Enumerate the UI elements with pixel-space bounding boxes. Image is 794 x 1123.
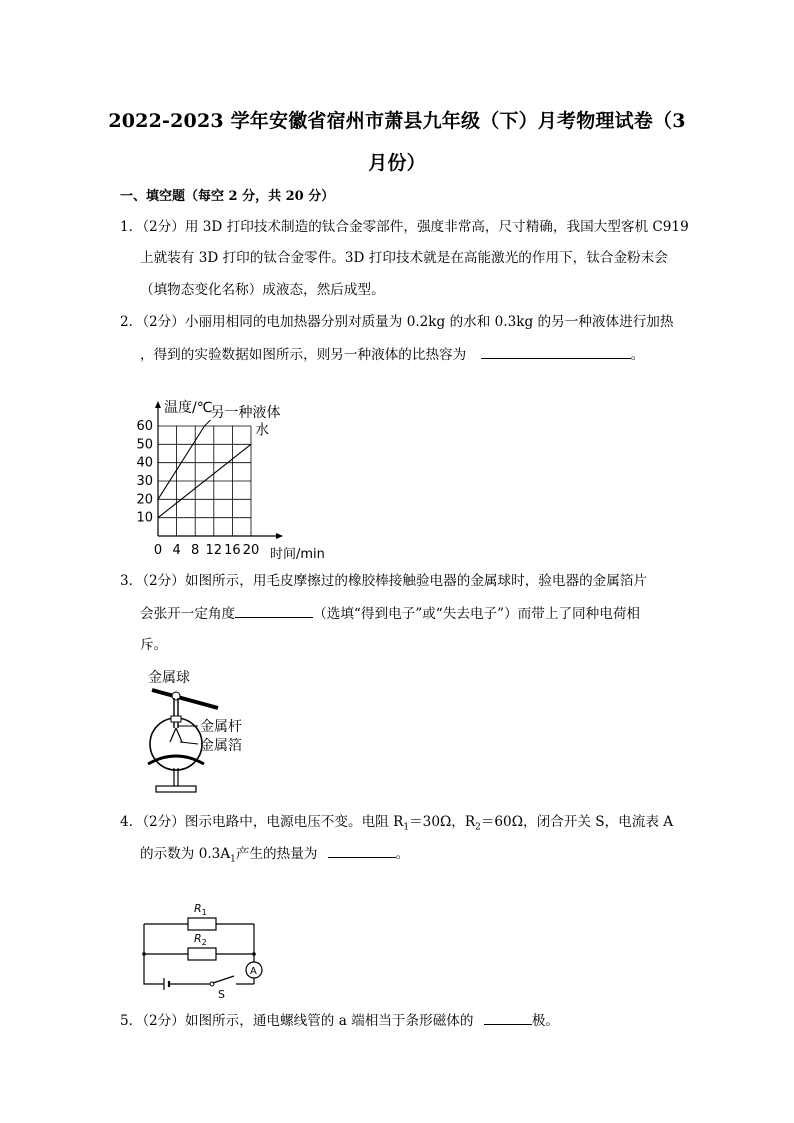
q1-line3: （填物态变化名称）成液态，然后成型。 bbox=[140, 282, 385, 298]
paper-title-line1: 2022-2023 学年安徽省宿州市萧县九年级（下）月考物理试卷（3 bbox=[108, 110, 686, 132]
metal-ball bbox=[172, 692, 180, 700]
q2-line2-end: 。 bbox=[630, 347, 645, 363]
resistor-r1 bbox=[188, 918, 216, 930]
q1-line2: 上就装有 3D 打印的钛合金零件。3D 打印技术就是在高能激光的作用下，钛合金粉末会 bbox=[140, 250, 668, 266]
y-tick-label: 40 bbox=[136, 455, 153, 471]
y-tick-label: 30 bbox=[136, 474, 153, 489]
x-tick-label: 20 bbox=[242, 543, 260, 558]
q5-answer-blank bbox=[484, 1010, 532, 1025]
paper-title-line2: 月份） bbox=[368, 152, 426, 174]
y-axis-label: 温度/℃ bbox=[164, 400, 213, 416]
circuit-diagram bbox=[138, 898, 278, 1002]
y-tick-label: 50 bbox=[136, 437, 153, 453]
q3-line2-a: 会张开一定角度 bbox=[140, 606, 236, 622]
q2-answer-blank bbox=[481, 344, 631, 359]
q3-line3: 斥。 bbox=[140, 637, 168, 653]
r1-label: $R_1$ bbox=[194, 902, 207, 917]
y-axis-arrow bbox=[155, 401, 161, 408]
x-tick-label: 12 bbox=[205, 543, 223, 558]
resistor-r2 bbox=[188, 948, 216, 960]
q2-line2 bbox=[140, 344, 644, 365]
q4-answer-blank bbox=[328, 843, 396, 858]
stand-base bbox=[156, 786, 196, 792]
rubber-rod bbox=[152, 690, 218, 708]
ammeter-label: A bbox=[250, 966, 257, 977]
q5-line1: 5．（2分）如图所示，通电螺线管的 a 端相当于条形磁体的 极。 bbox=[120, 1010, 559, 1031]
q3-line1: 3．（2分）如图所示，用毛皮摩擦过的橡胶棒接触验电器的金属球时，验电器的金属箔片 bbox=[120, 573, 648, 589]
q4-line1: 4．（2分）图示电路中，电源电压不变。电阻 $R_1=30\Omega$，$R_2=60\Omega$，闭合开关 S，电流表 A bbox=[120, 814, 674, 833]
q2-line1: 2．（2分）小丽用相同的电加热器分别对质量为 0.2kg 的水和 0.3kg 的另一种液体进行加热 bbox=[120, 314, 674, 330]
y-tick-label: 10 bbox=[136, 510, 153, 526]
foil-left bbox=[170, 728, 176, 742]
label-metal-ball: 金属球 bbox=[148, 670, 190, 686]
q4-line2: 的示数为 $0.3A_1$产生的热量为 。 bbox=[140, 843, 409, 870]
x-tick-label: 16 bbox=[224, 543, 241, 558]
electroscope-diagram bbox=[140, 664, 270, 804]
y-tick-label: 20 bbox=[136, 492, 153, 508]
y-tick-label: 60 bbox=[136, 419, 153, 434]
stand-arc bbox=[148, 756, 204, 764]
q1-line1: 1．（2分）用 3D 打印技术制造的钛合金零部件，强度非常高，尺寸精确，我国大型客机 C919 bbox=[120, 219, 689, 235]
q3-line2-b: （选填“得到电子”或“失去电子”）而带上了同种电荷相 bbox=[313, 606, 641, 622]
label-metal-foil: 金属箔 bbox=[200, 738, 242, 754]
x-tick-label: 4 bbox=[172, 543, 181, 558]
x-axis-label: 时间/min bbox=[270, 547, 325, 562]
label-metal-rod: 金属杆 bbox=[200, 719, 242, 735]
foil-right bbox=[176, 728, 182, 742]
switch-label: S bbox=[218, 988, 225, 1001]
q3-line2 bbox=[140, 603, 640, 624]
r2-label: $R_2$ bbox=[194, 932, 207, 947]
x-tick-label: 8 bbox=[191, 543, 200, 558]
chart-series bbox=[158, 420, 251, 518]
q2-temperature-chart bbox=[132, 396, 342, 566]
series-label-liquid: 另一种液体 bbox=[210, 405, 281, 421]
section-heading: 一、填空题（每空 2 分，共 20 分） bbox=[120, 189, 335, 204]
switch-blade bbox=[213, 976, 234, 983]
x-tick-label: 0 bbox=[153, 543, 163, 558]
q2-line2-text: ，得到的实验数据如图所示，则另一种液体的比热容为 bbox=[140, 347, 467, 363]
chart-labels bbox=[136, 399, 324, 562]
x-axis-arrow bbox=[276, 533, 283, 539]
q3-answer-blank bbox=[235, 603, 313, 618]
series-label-water: 水 bbox=[255, 422, 269, 439]
